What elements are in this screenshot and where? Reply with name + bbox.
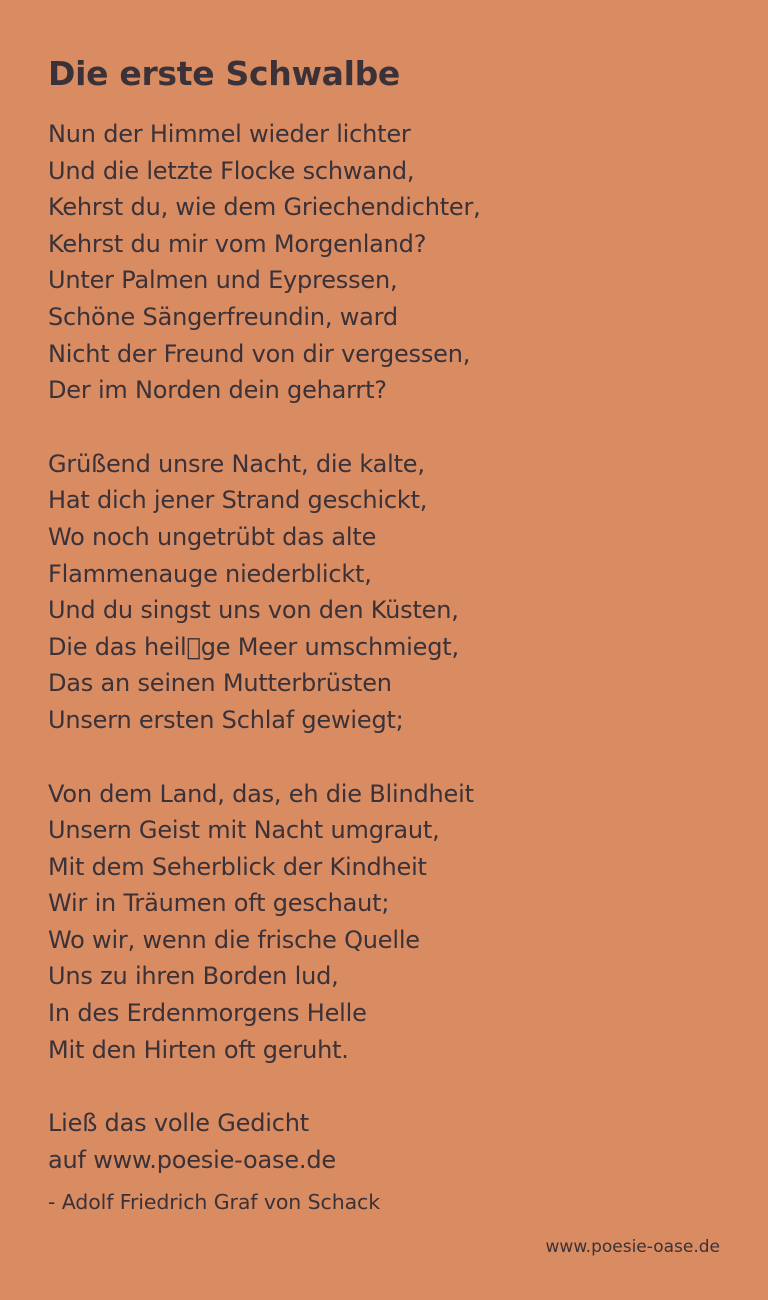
poem-line: Grüßend unsre Nacht, die kalte, [48, 449, 425, 478]
poem-line: Mit dem Seherblick der Kindheit [48, 852, 427, 881]
poem-line: Das an seinen Mutterbrüsten [48, 669, 392, 698]
poem-line: Hat dich jener Strand geschickt, [48, 486, 428, 515]
poem-line: Wo wir, wenn die frische Quelle [48, 925, 420, 954]
poem-line: Nicht der Freund von dir vergessen, [48, 339, 471, 368]
read-more-line: Ließ das volle Gedicht [48, 1109, 309, 1138]
poem-author: - Adolf Friedrich Graf von Schack [48, 1190, 380, 1215]
stanza-1 [48, 116, 728, 409]
read-more-link-line: auf www.poesie-oase.de [48, 1146, 336, 1175]
stanza-2 [48, 446, 728, 739]
poem-line: Unter Palmen und Eypressen, [48, 266, 398, 295]
poem-line: Unsern ersten Schlaf gewiegt; [48, 705, 404, 734]
poem-line: Nun der Himmel wieder lichter [48, 120, 411, 148]
poem-line: Schöne Sängerfreundin, ward [48, 302, 398, 331]
poem-title: Die erste Schwalbe [48, 54, 401, 93]
poem-line: Kehrst du, wie dem Griechendichter, [48, 193, 481, 222]
poem-line: Und du singst uns von den Küsten, [48, 596, 459, 625]
poem-line: Und die letzte Flocke schwand, [48, 156, 415, 185]
poem-line: Der im Norden dein geharrt? [48, 376, 387, 405]
read-more-note [48, 1105, 728, 1179]
poem-line: Flammenauge niederblickt, [48, 559, 372, 588]
poem-line: Uns zu ihren Borden lud, [48, 962, 339, 991]
poem-line: Wo noch ungetrübt das alte [48, 522, 377, 551]
poem-line: Wir in Träumen oft geschaut; [48, 889, 390, 918]
poem-line: Kehrst du mir vom Morgenland? [48, 229, 427, 258]
stanza-3 [48, 776, 728, 1069]
poem-line: Mit den Hirten oft geruht. [48, 1035, 349, 1064]
poem-line: In des Erdenmorgens Helle [48, 999, 367, 1028]
site-watermark: www.poesie-oase.de [545, 1237, 720, 1257]
poem-card [48, 52, 728, 1217]
poem-line: Die das heil ge Meer umschmiegt, [48, 632, 459, 661]
poem-line: Von dem Land, das, eh die Blindheit [48, 779, 474, 808]
poem-line: Unsern Geist mit Nacht umgraut, [48, 816, 440, 845]
